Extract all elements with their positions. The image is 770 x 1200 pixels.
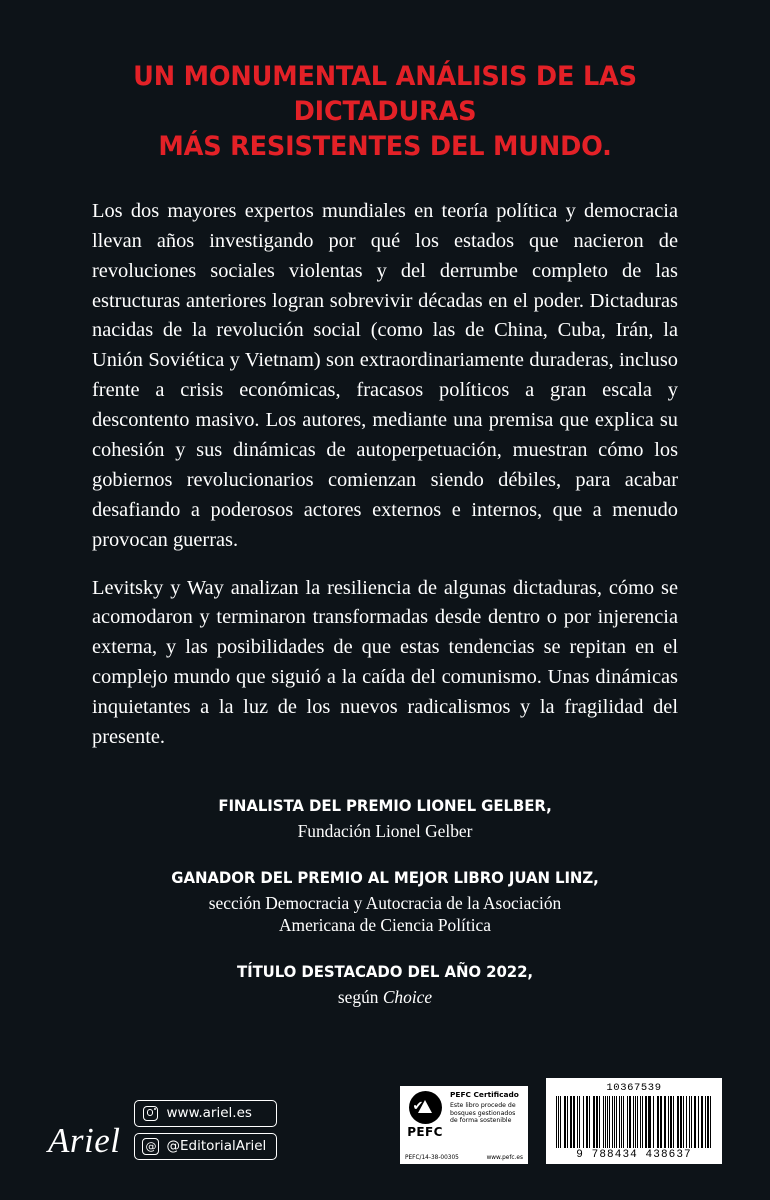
pefc-wordmark: PEFC (407, 1125, 443, 1139)
cover-headline (102, 0, 667, 165)
award-title: FINALISTA DEL PREMIO LIONEL GELBER, (218, 796, 552, 815)
pefc-description: Este libro procede de bosques gestionados de forma sostenible (450, 1101, 516, 1125)
award-subtitle (92, 986, 678, 1008)
awards-section (92, 797, 678, 1009)
at-sign-icon: @ (142, 1138, 159, 1155)
barcode (546, 1078, 722, 1164)
website-badge-label: www.ariel.es (166, 1104, 252, 1121)
award-item (92, 797, 678, 843)
award-item (92, 869, 678, 937)
headline-line-1: UN MONUMENTAL ANÁLISIS DE LAS DICTADURAS (133, 61, 637, 127)
pefc-url: www.pefc.es (486, 1155, 523, 1161)
cover-footer (0, 1068, 770, 1164)
barcode-bars (554, 1096, 714, 1148)
award-subtitle: Fundación Lionel Gelber (297, 821, 473, 842)
pefc-mark (405, 1091, 445, 1139)
award-subtitle-line-1: sección Democracia y Autocracia de la Asociación (208, 893, 562, 914)
blurb-paragraph-2: Levitsky y Way analizan la resiliencia de algunas dictaduras, cómo se acomodaron y terminaron transformadas desde dentro o por injerencia externa, y las posibilidades de que estas tendencias se repitan en el complejo mundo que siguió a la caída del comunismo. Unas dinámicas inquietantes a la luz de los nuevos radicalismos y la fragilidad del presente. (92, 576, 678, 749)
website-badge[interactable] (134, 1100, 277, 1127)
award-subtitle-line-2: Americana de Ciencia Política (279, 915, 491, 936)
headline-line-2: MÁS RESISTENTES DEL MUNDO. (158, 130, 612, 162)
blurb-paragraph-1: Los dos mayores expertos mundiales en teoría política y democracia llevan años investigando por qué los estados que nacieron de revoluciones sociales violentas y del derrumbe completo de las estructuras anteriores logran sobrevivir décadas en el poder. Dictaduras nacidas de la revolución social (como las de China, Cuba, Irán, la Unión Soviética y Vietnam) son extraordinariamente duraderas, incluso frente a crisis económicas, fracasos políticos a gran escala y descontento masivo. Los autores, mediante una premisa que explica su cohesión y sus dinámicas de autoperpetuación, muestran cómo los gobiernos revolucionarios comienzan siendo débiles, para acabar desafiando a poderosos actores externos e internos, que a menudo provocan guerras. (92, 199, 678, 551)
barcode-bottom-number: 9 788434 438637 (576, 1149, 692, 1161)
ariel-logo: Ariel (48, 1121, 121, 1160)
social-badge-label: @EditorialAriel (166, 1137, 267, 1154)
pefc-code: PEFC/14-38-00305 (405, 1155, 459, 1161)
certification-and-barcode (400, 1078, 722, 1164)
web-badges (134, 1100, 277, 1164)
instagram-icon (142, 1105, 159, 1122)
blurb-text (92, 197, 678, 753)
award-item (92, 963, 678, 1009)
pefc-tree-icon: ✔ (409, 1091, 442, 1124)
award-subtitle-prefix: según (337, 987, 383, 1008)
barcode-top-number: 10367539 (606, 1082, 662, 1094)
award-title: GANADOR DEL PREMIO AL MEJOR LIBRO JUAN LINZ, (171, 868, 599, 887)
social-badge[interactable] (134, 1133, 277, 1160)
award-title: TÍTULO DESTACADO DEL AÑO 2022, (236, 962, 534, 981)
award-subtitle-italic: Choice (382, 987, 433, 1008)
pefc-logo-block (400, 1086, 528, 1164)
publisher-block (48, 1100, 277, 1164)
pefc-cert-title: PEFC Certificado (450, 1090, 519, 1099)
